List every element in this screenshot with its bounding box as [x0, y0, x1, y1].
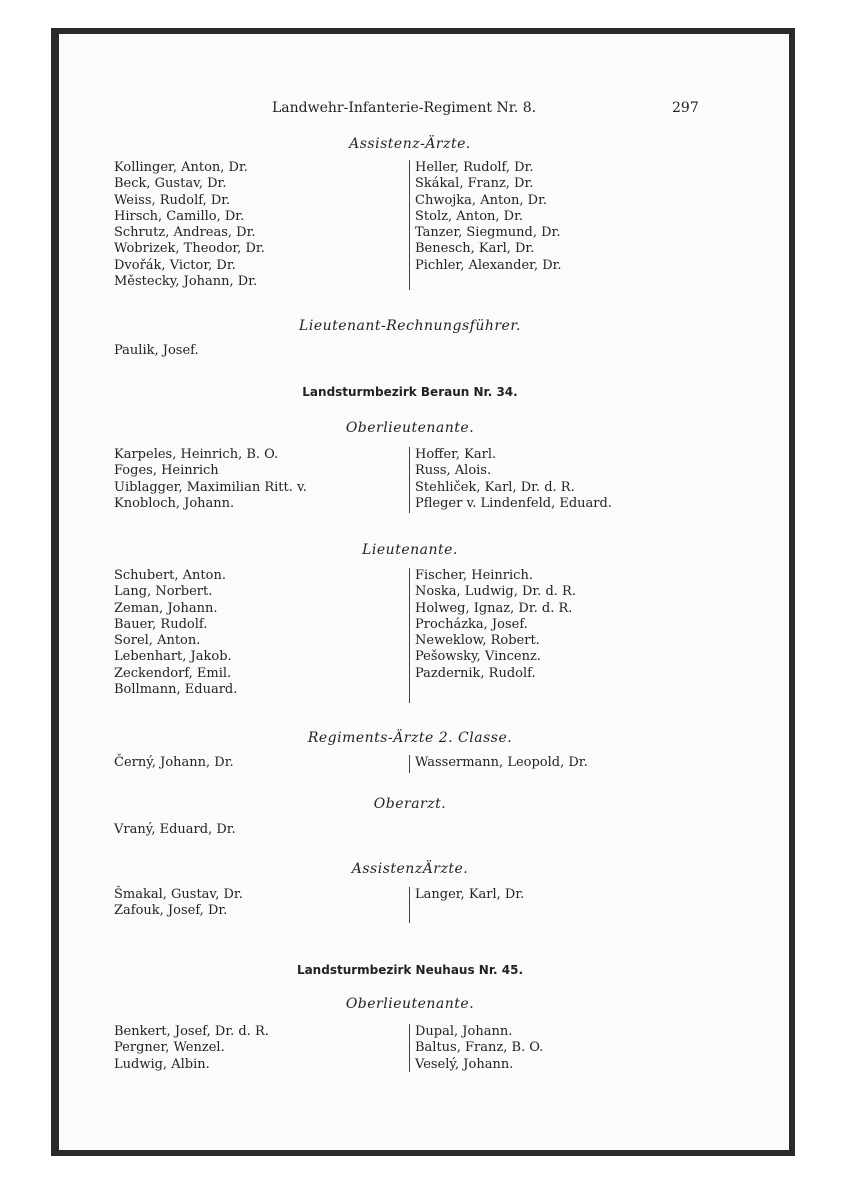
left-column: [114, 1024, 269, 1073]
roster-entry: Zafouk, Josef, Dr.: [114, 903, 228, 919]
section-title-assistenz-aerzte-2: AssistenzÄrzte.: [351, 861, 469, 877]
roster-entry: Beck, Gustav, Dr.: [114, 176, 227, 192]
roster-entry: Bauer, Rudolf.: [114, 616, 208, 632]
roster-entry: Uiblagger, Maximilian Ritt. v.: [114, 479, 307, 495]
roster-entry: Zeman, Johann.: [114, 600, 218, 616]
roster-entry: Pichler, Alexander, Dr.: [415, 257, 562, 273]
roster-entry: Holweg, Ignaz, Dr. d. R.: [415, 600, 573, 616]
roster-entry: Tanzer, Siegmund, Dr.: [415, 225, 561, 241]
section-title-lieutenant-rechnungsfuehrer: Lieutenant-Rechnungsführer.: [299, 318, 521, 334]
roster-entry: Pazdernik, Rudolf.: [415, 665, 536, 681]
roster-entry: Weiss, Rudolf, Dr.: [114, 192, 231, 208]
roster-entry: Stehliček, Karl, Dr. d. R.: [415, 479, 575, 495]
left-column: [114, 160, 265, 290]
section-title-oberlieutenante: Oberlieutenante.: [345, 420, 475, 436]
right-column: [409, 755, 588, 773]
roster-entry: Benesch, Karl, Dr.: [415, 241, 535, 257]
roster-entry: Lang, Norbert.: [114, 584, 213, 600]
roster-entry: Russ, Alois.: [415, 463, 492, 479]
section-title-lieutenante: Lieutenante.: [362, 542, 458, 558]
roster-entry: Chwojka, Anton, Dr.: [415, 192, 547, 208]
roster-entry: Pfleger v. Lindenfeld, Eduard.: [415, 495, 612, 511]
roster-entry: Karpeles, Heinrich, B. O.: [114, 447, 279, 462]
roster-entry: Kollinger, Anton, Dr.: [114, 160, 248, 175]
roster-entry: Schubert, Anton.: [114, 568, 226, 583]
roster-entry: Noska, Ludwig, Dr. d. R.: [415, 584, 576, 600]
roster-entry: Lebenhart, Jakob.: [114, 649, 232, 665]
roster-entry: Schrutz, Andreas, Dr.: [114, 225, 256, 241]
roster-entry: Vraný, Eduard, Dr.: [114, 822, 236, 837]
roster-entry: Neweklow, Robert.: [415, 633, 540, 649]
roster-entry: Ludwig, Albin.: [114, 1056, 210, 1072]
roster-entry: Wobrizek, Theodor, Dr.: [114, 241, 265, 257]
roster-entry: Stolz, Anton, Dr.: [415, 208, 524, 224]
roster-entry: Černý, Johann, Dr.: [114, 755, 234, 770]
roster-entry: Paulik, Josef.: [114, 343, 199, 358]
left-column: [114, 822, 236, 838]
right-column: [409, 568, 576, 703]
roster-entry: Šmakal, Gustav, Dr.: [114, 887, 243, 902]
running-head: Landwehr-Infanterie-Regiment Nr. 8.: [272, 100, 537, 116]
roster-entry: Heller, Rudolf, Dr.: [415, 160, 534, 175]
roster-entry: Hirsch, Camillo, Dr.: [114, 208, 245, 224]
roster-entry: Pešowsky, Vincenz.: [415, 649, 541, 665]
left-column: [114, 343, 199, 359]
roster-entry: Dvořák, Victor, Dr.: [114, 257, 236, 273]
roster-entry: Zeckendorf, Emil.: [114, 665, 232, 681]
section-title-oberlieutenante-2: Oberlieutenante.: [345, 996, 475, 1012]
page-number: 297: [672, 100, 699, 116]
district-heading-neuhaus: Landsturmbezirk Neuhaus Nr. 45.: [296, 963, 524, 977]
right-column: [409, 887, 524, 923]
roster-entry: Foges, Heinrich: [114, 463, 219, 479]
roster-entry: Procházka, Josef.: [415, 616, 528, 632]
section-title-regiments-aerzte: Regiments-Ärzte 2. Classe.: [307, 730, 513, 746]
roster-entry: Langer, Karl, Dr.: [415, 887, 525, 902]
roster-entry: Baltus, Franz, B. O.: [415, 1040, 544, 1056]
roster-entry: Pergner, Wenzel.: [114, 1040, 225, 1056]
roster-entry: Benkert, Josef, Dr. d. R.: [114, 1024, 269, 1039]
roster-entry: Dupal, Johann.: [415, 1024, 513, 1039]
roster-entry: Fischer, Heinrich.: [415, 568, 533, 583]
district-heading-beraun: Landsturmbezirk Beraun Nr. 34.: [302, 385, 518, 399]
right-column: [409, 447, 612, 513]
roster-entry: Knobloch, Johann.: [114, 495, 235, 511]
roster-entry: Wassermann, Leopold, Dr.: [415, 755, 588, 770]
roster-entry: Skákal, Franz, Dr.: [415, 176, 534, 192]
roster-entry: Veselý, Johann.: [415, 1056, 514, 1072]
right-column: [409, 1024, 543, 1072]
left-column: [114, 568, 237, 698]
roster-entry: Městecky, Johann, Dr.: [114, 274, 258, 290]
left-column: [114, 447, 307, 512]
left-column: [114, 755, 234, 771]
section-title-assistenz-aerzte: Assistenz-Ärzte.: [349, 136, 471, 152]
roster-entry: Sorel, Anton.: [114, 633, 201, 649]
section-title-oberarzt: Oberarzt.: [373, 796, 447, 812]
roster-entry: Bollmann, Eduard.: [114, 682, 238, 698]
left-column: [114, 887, 243, 920]
roster-entry: Hoffer, Karl.: [415, 447, 497, 462]
right-column: [409, 160, 562, 290]
